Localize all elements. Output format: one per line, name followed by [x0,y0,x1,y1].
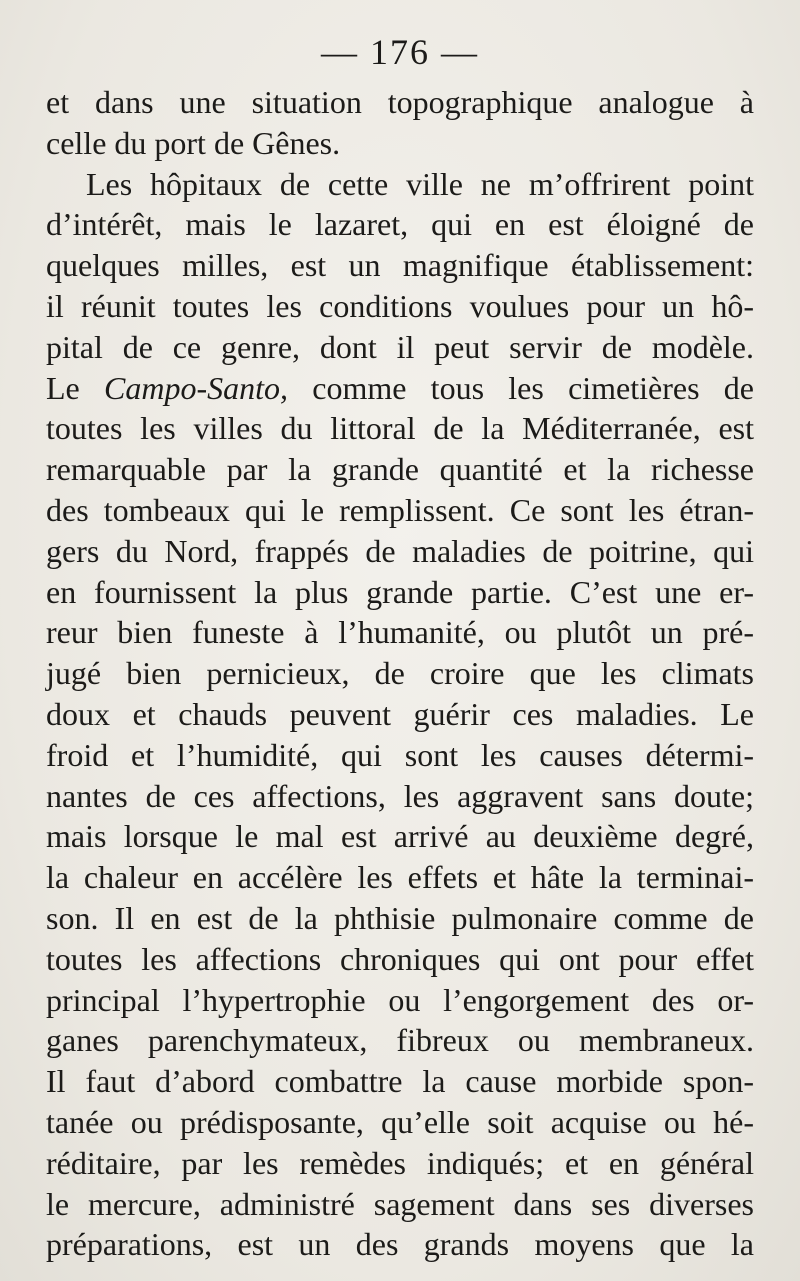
text-line: d’intérêt, mais le lazaret, qui en est éloigné de [46,206,754,243]
body-text [46,82,754,1265]
text-segment: Le [46,369,104,406]
text-line: nantes de ces affections, les aggravent sans doute; [46,777,754,814]
text-line: des tombeaux qui le remplissent. Ce sont les étran- [46,491,754,528]
text-line: principal l’hypertrophie ou l’engorgement des or- [46,981,754,1018]
text-line: jugé bien pernicieux, de croire que les climats [46,655,754,692]
italic-term: Campo-Santo, [104,369,288,406]
text-line: en fournissent la plus grande partie. C’est une er- [46,573,754,610]
text-segment: comme tous les cimetières de [288,369,755,406]
text-line: ganes parenchymateux, fibreux ou membraneux. [46,1022,754,1059]
text-line: la chaleur en accélère les effets et hâte la terminai- [46,859,754,896]
text-line: Il faut d’abord combattre la cause morbide spon- [46,1063,754,1100]
text-line: son. Il en est de la phthisie pulmonaire comme de [46,899,754,936]
text-line: toutes les affections chroniques qui ont pour effet [46,940,754,977]
text-line: et dans une situation topographique analogue à [46,84,754,120]
text-line: Les hôpitaux de cette ville ne m’offrirent point [86,165,754,202]
text-line: tanée ou prédisposante, qu’elle soit acquise ou hé- [46,1103,754,1140]
page-number: — 176 — [321,32,479,72]
text-line: quelques milles, est un magnifique établissement: [46,247,754,284]
text-line: toutes les villes du littoral de la Méditerranée, est [46,410,754,447]
text-line: il réunit toutes les conditions voulues pour un hô- [46,287,754,324]
text-line: mais lorsque le mal est arrivé au deuxième degré, [46,818,754,855]
text-line [46,368,754,409]
text-line: celle du port de Gênes. [46,124,341,161]
text-line: remarquable par la grande quantité et la richesse [46,451,754,488]
text-line: reur bien funeste à l’humanité, ou plutôt un pré- [46,614,754,651]
text-line: pital de ce genre, dont il peut servir de modèle. [46,328,754,365]
text-line: réditaire, par les remèdes indiqués; et en général [46,1144,754,1181]
text-line: le mercure, administré sagement dans ses diverses [46,1185,754,1222]
text-line: préparations, est un des grands moyens que la [46,1226,754,1263]
text-line: froid et l’humidité, qui sont les causes détermi- [46,736,754,773]
text-line: gers du Nord, frappés de maladies de poitrine, qui [46,532,754,569]
text-line: doux et chauds peuvent guérir ces maladies. Le [46,695,754,732]
